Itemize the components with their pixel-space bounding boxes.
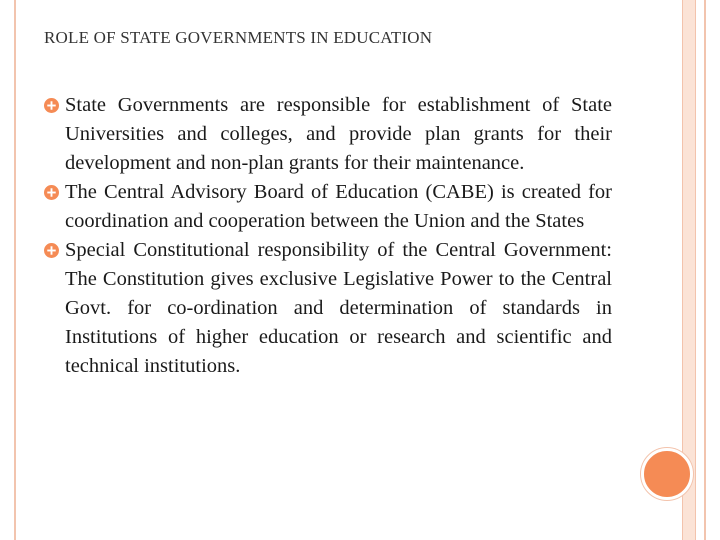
plus-circle-icon	[44, 185, 59, 200]
left-border-line	[14, 0, 16, 540]
decorative-circle	[641, 448, 693, 500]
bullet-item	[44, 91, 612, 178]
slide-title: ROLE OF STATE GOVERNMENTS IN EDUCATION	[44, 28, 433, 47]
bullet-item	[44, 178, 612, 236]
plus-circle-icon	[44, 243, 59, 258]
bullet-list	[44, 91, 612, 381]
bullet-item	[44, 236, 612, 381]
right-border-line	[704, 0, 706, 540]
bullet-text: State Governments are responsible for establishment of State Universities and colleges, and provide plan grants for their development and non-plan grants for their maintenance.	[65, 94, 612, 174]
bullet-text: Special Constitutional responsibility of the Central Government: The Constitution gives exclusive Legislative Power to the Central Govt. for co-ordination and determination of standards in Institutions of higher education or research and scientific and technical institutions.	[65, 239, 612, 377]
bullet-text: The Central Advisory Board of Education (CABE) is created for coordination and cooperation between the Union and the States	[65, 181, 612, 232]
plus-circle-icon	[44, 98, 59, 113]
